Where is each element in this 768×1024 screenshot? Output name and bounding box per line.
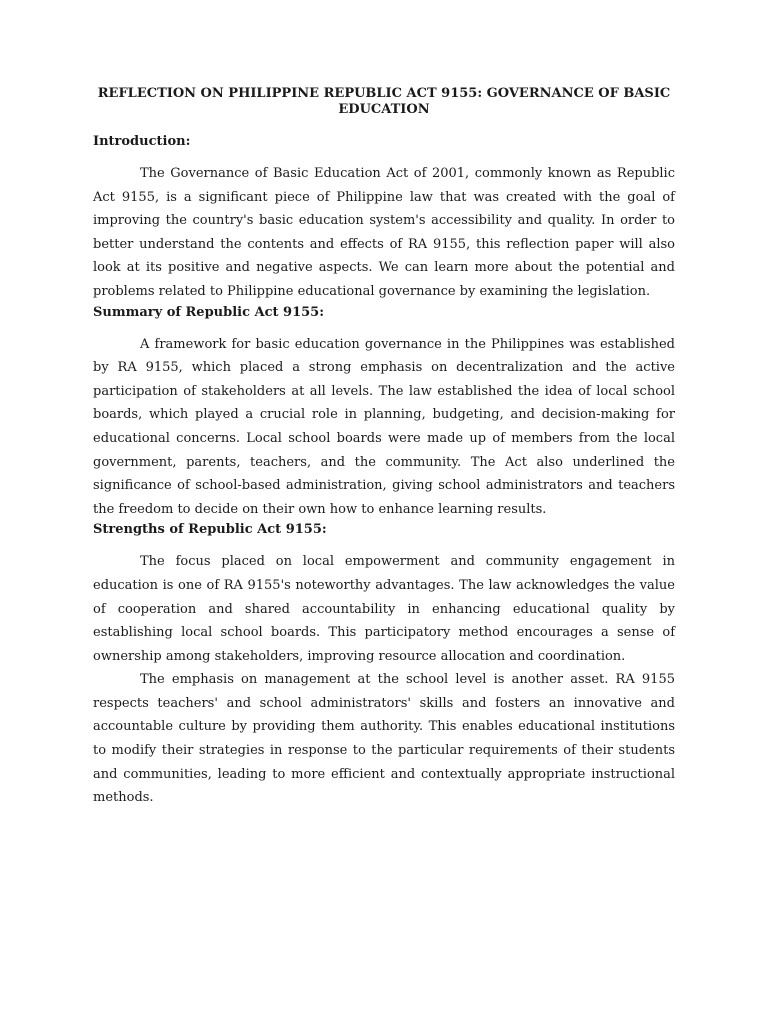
document-title: REFLECTION ON PHILIPPINE REPUBLIC ACT 9155: GOVERNANCE OF BASIC EDUCATION <box>97 86 671 117</box>
introduction-paragraph: The Governance of Basic Education Act of 2001, commonly known as Republic Act 9155, is a significant piece of Philippine law that was created with the goal of improving the country's basic education system's accessibility and quality. In order to better understand the contents and effects of RA 9155, this reflection paper will also look at its positive and negative aspects. We can learn more about the potential and problems related to Philippine educational governance by examining the legislation. <box>93 166 675 299</box>
section-heading-strengths: Strengths of Republic Act 9155: <box>93 522 327 538</box>
section-heading-introduction: Introduction: <box>93 134 191 149</box>
section-heading-summary: Summary of Republic Act 9155: <box>93 304 325 320</box>
strengths-paragraph-2: The emphasis on management at the school level is another asset. RA 9155 respects teachers' and school administrators' skills and fosters an innovative and accountable culture by providing them authority. This enables educational institutions to modify their strategies in response to the particular requirements of their students and communities, leading to more efficient and contextually appropriate instructional methods. <box>93 672 675 806</box>
summary-paragraph: A framework for basic education governance in the Philippines was established by RA 9155, which placed a strong emphasis on decentralization and the active participation of stakeholders at all levels. The law established the idea of local school boards, which played a crucial role in planning, budgeting, and decision-making for educational concerns. Local school boards were made up of members from the local government, parents, teachers, and the community. The Act also underlined the significance of school-based administration, giving school administrators and teachers the freedom to decide on their own how to enhance learning results. <box>93 336 675 517</box>
strengths-paragraph-1: The focus placed on local empowerment and community engagement in education is one of RA 9155's noteworthy advantages. The law acknowledges the value of cooperation and shared accountability in enhancing educational quality by establishing local school boards. This participatory method encourages a sense of ownership among stakeholders, improving resource allocation and coordination. <box>93 554 675 664</box>
